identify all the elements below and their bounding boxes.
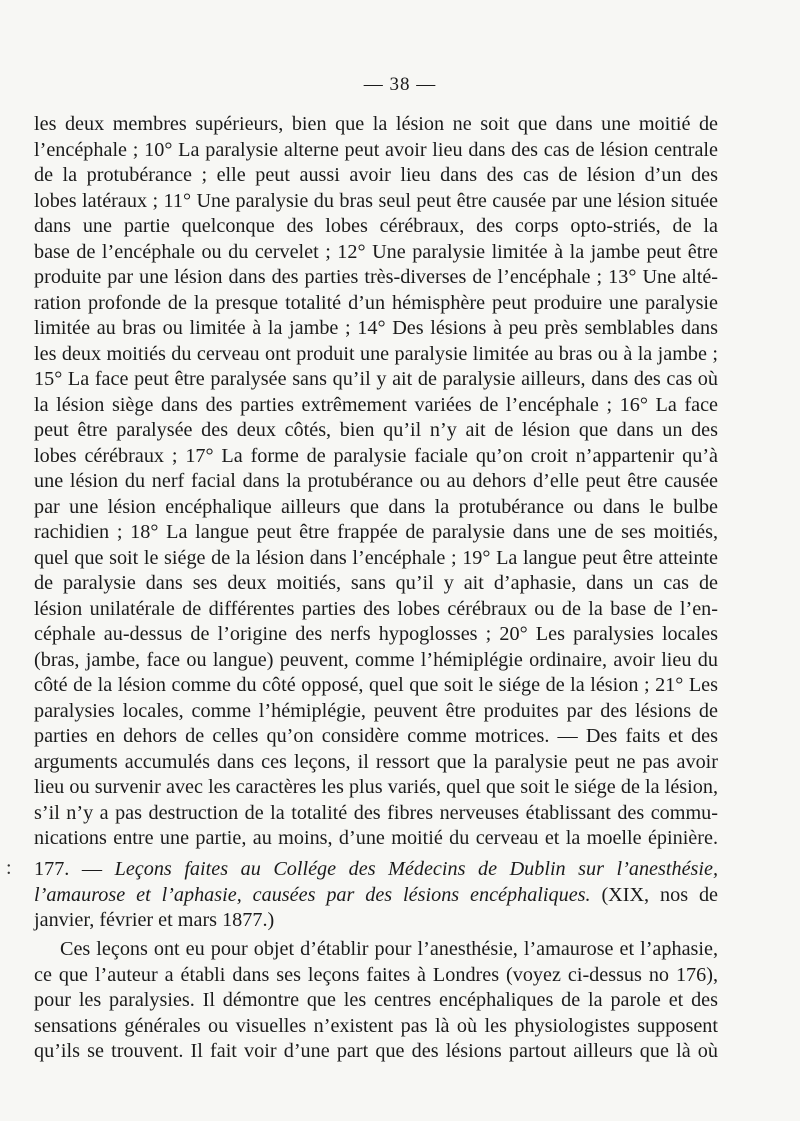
text-line: dans une partie quelconque des lobes cérébraux, des corps opto-striés, de la [34, 215, 718, 237]
margin-mark: : [6, 857, 12, 879]
text-line: qu’ils se trouvent. Il fait voir d’une part que des lésions partout ailleurs que là où [34, 1040, 718, 1062]
text-line: (bras, jambe, face ou langue) peuvent, comme l’hémiplégie ordinaire, avoir lieu du [34, 648, 718, 671]
text-line: ration profonde de la presque totalité d’un hémisphère peut produire une paralysie [34, 291, 718, 314]
text-line: rachidien ; 18° La langue peut être frappée de paralysie dans une de ses moitiés, [34, 521, 718, 543]
text-line: les deux membres supérieurs, bien que la lésion ne soit que dans une moitié de [34, 113, 718, 135]
text-line: côté de la lésion comme du côté opposé, quel que soit le siége de la lésion ; 21° Les [34, 674, 718, 696]
text-line: arguments accumulés dans ces leçons, il ressort que la paralysie peut ne pas avoir [34, 750, 718, 773]
text-line: produite par une lésion dans des parties très-diverses de l’encéphale ; 13° Une alté- [34, 266, 718, 288]
text-line: limitée au bras ou limitée à la jambe ; 14° Des lésions à peu près semblables dans [34, 317, 718, 339]
text-line: les deux moitiés du cerveau ont produit une paralysie limitée au bras ou à la jambe ; [34, 342, 718, 365]
text-line: nications entre une partie, au moins, d’une moitié du cerveau et la moelle épinière. [34, 827, 718, 849]
text-line: une lésion du nerf facial dans la protubérance ou au dehors d’elle peut être causée [34, 470, 718, 492]
text-line: base de l’encéphale ou du cervelet ; 12° Une paralysie limitée à la jambe peut être [34, 240, 718, 263]
text-line: lésion unilatérale de différentes parties des lobes cérébraux ou de la base de l’en- [34, 597, 718, 620]
text-line: céphale au-dessus de l’origine des nerfs hypoglosses ; 20° Les paralysies locales [34, 623, 718, 645]
text-line: par une lésion encéphalique ailleurs que dans la protubérance ou dans le bulbe [34, 495, 718, 518]
text-line: ce que l’auteur a établi dans ses leçons faites à Londres (voyez ci-dessus no 176), [34, 963, 718, 986]
paragraph-continuation [34, 112, 718, 852]
page-number: — 38 — [363, 74, 437, 95]
text-line: sensations générales ou visuelles n’existent pas là où les physiologistes supposent [34, 1014, 718, 1037]
text-line: s’il n’y a pas destruction de la totalité des fibres nerveuses établissant des commu- [34, 801, 718, 824]
text-line: Ces leçons ont eu pour objet d’établir pour l’anesthésie, l’amaurose et l’aphasie, [60, 938, 718, 960]
text-line: paralysies locales, comme l’hémiplégie, peuvent être produites par des lésions de [34, 699, 718, 722]
text-line: l’encéphale ; 10° La paralysie alterne peut avoir lieu dans des cas de lésion centrale [34, 138, 718, 161]
text-line: lobes cérébraux ; 17° La forme de paralysie faciale qu’on croit n’appartenir qu’à [34, 444, 718, 467]
text-line: lobes latéraux ; 11° Une paralysie du bras seul peut être causée par une lésion située [34, 189, 718, 212]
text-line: lieu ou survenir avec les caractères les plus variés, quel que soit le siége de la lésion, [34, 776, 718, 798]
text-line: parties en dehors de celles qu’on considère comme motrices. — Des faits et des [34, 725, 718, 747]
paragraph-entry-177-summary [34, 937, 718, 1065]
bibliography-entry-177 [34, 857, 718, 934]
text-line: peut être paralysée des deux côtés, bien qu’il n’y ait de lésion que dans un des [34, 419, 718, 441]
text-line: quel que soit le siége de la lésion dans l’encéphale ; 19° La langue peut être atteinte [34, 546, 718, 569]
entry-title: Leçons faites au Collége des Médecins de Dublin sur l’anesthésie, l’amaurose et l’aphasie, causées par des lésions encéphaliques. [34, 858, 718, 906]
text-line: pour les paralysies. Il démontre que les centres encéphaliques de la parole et des [34, 989, 718, 1011]
entry-dash: — [69, 858, 115, 880]
text-line: de la protubérance ; elle peut aussi avoir lieu dans des cas de lésion d’un des [34, 164, 718, 186]
text-line: la lésion siège dans des parties extrêmement variées de l’encéphale ; 16° La face [34, 393, 718, 416]
text-line: 15° La face peut être paralysée sans qu’il y ait de paralysie ailleurs, dans des cas où [34, 368, 718, 390]
text-line: de paralysie dans ses deux moitiés, sans qu’il y ait d’aphasie, dans un cas de [34, 572, 718, 594]
entry-citation: (XIX, nos de janvier, février et mars 1877.) [34, 883, 718, 931]
entry-number: 177. [34, 858, 70, 880]
